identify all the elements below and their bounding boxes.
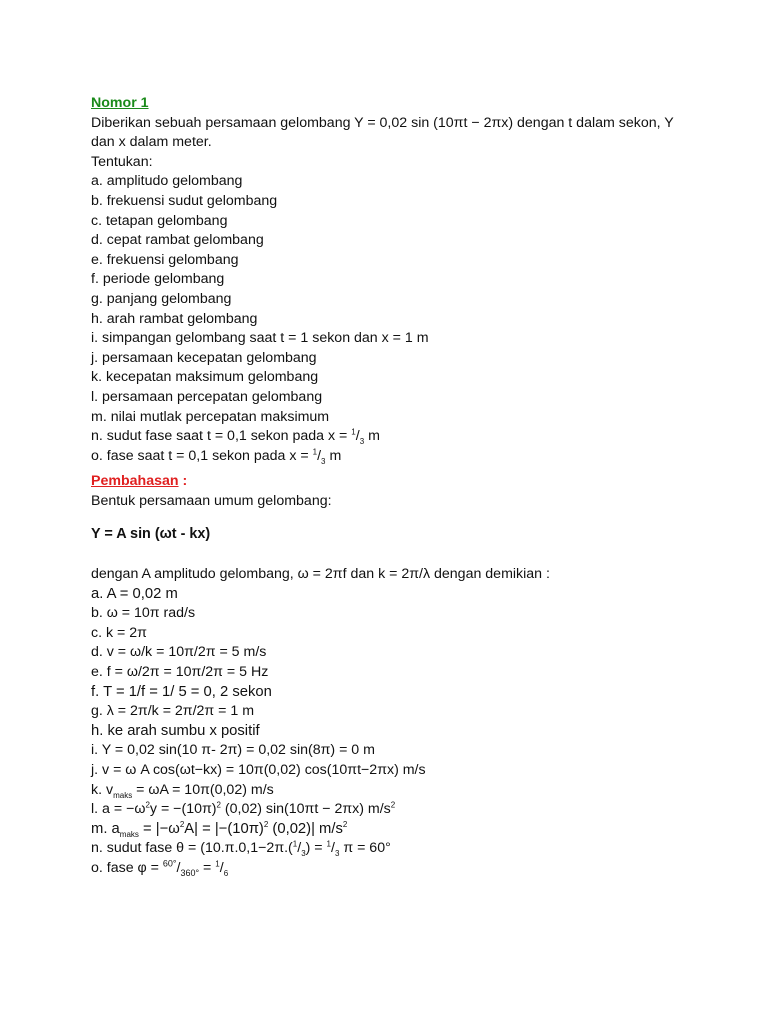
answer-l [91, 800, 691, 820]
problem-intro-line-1: Diberikan sebuah persamaan gelombang Y = 0,02 sin (10πt − 2πx) dengan t dalam sekon, Y [91, 114, 674, 131]
general-form-intro: Bentuk persamaan umum gelombang: [91, 492, 332, 509]
fraction-denominator: 6 [223, 868, 229, 878]
answer-l-part: l. a = −ω [91, 801, 146, 818]
answer-e: e. f = ω/2π = 10π/2π = 5 Hz [91, 664, 269, 681]
answer-d: d. v = ω/k = 10π/2π = 5 m/s [91, 644, 267, 661]
answer-n-part: ) = [305, 840, 327, 857]
answer-i: i. Y = 0,02 sin(10 π- 2π) = 0,02 sin(8π) = 0 m [91, 742, 375, 759]
question-item-d: d. cepat rambat gelombang [91, 232, 264, 249]
fraction-numerator: 1 [312, 446, 318, 456]
exponent: 2 [179, 819, 185, 829]
question-item-l: l. persamaan percepatan gelombang [91, 388, 323, 405]
solution-heading [91, 472, 691, 492]
question-item-n-text: n. sudut fase saat t = 0,1 sekon pada x = [91, 428, 352, 445]
answer-m-part: A| = |−(10π) [184, 820, 264, 837]
solution-heading-label: Pembahasan [91, 473, 179, 490]
question-item-i: i. simpangan gelombang saat t = 1 sekon dan x = 1 m [91, 330, 429, 347]
answer-o-part: o. fase φ = [91, 859, 163, 876]
subscript-maks: maks [113, 790, 133, 800]
answer-b: b. ω = 10π rad/s [91, 605, 196, 622]
question-item-g: g. panjang gelombang [91, 290, 232, 307]
answer-j: j. v = ω A cos(ωt−kx) = 10π(0,02) cos(10πt−2πx) m/s [91, 762, 426, 778]
answer-f: f. T = 1/f = 1/ 5 = 0, 2 sekon [91, 683, 272, 700]
fraction-slash: / [219, 859, 224, 876]
fraction-denominator: 360° [180, 867, 200, 878]
fraction-numerator: 60° [162, 858, 177, 869]
fraction-slash: / [331, 840, 335, 857]
general-wave-formula: Y = A sin (ωt - kx) [91, 526, 211, 543]
problem-heading: Nomor 1 [91, 95, 149, 111]
answer-m-part: (0,02)| m/s [268, 820, 343, 837]
question-item-k: k. kecepatan maksimum gelombang [91, 369, 319, 386]
answer-m-part: = |−ω [138, 820, 180, 837]
answer-h: h. ke arah sumbu x positif [91, 722, 260, 739]
problem-prompt: Tentukan: [91, 153, 153, 170]
fraction-slash: / [297, 840, 302, 857]
problem-intro-line-2: dan x dalam meter. [91, 134, 212, 151]
solution-explanation: dengan A amplitudo gelombang, ω = 2πf dan k = 2π/λ dengan demikian : [91, 566, 550, 583]
answer-n-part: π = 60° [339, 840, 391, 857]
subscript-maks: maks [119, 829, 139, 839]
question-item-c: c. tetapan gelombang [91, 212, 228, 229]
unit-label: m [325, 447, 342, 464]
exponent: 2 [145, 800, 150, 810]
answer-m-part: m. a [91, 820, 120, 837]
solution-heading-colon: : [178, 473, 188, 490]
fraction-denominator: 3 [334, 849, 340, 859]
question-item-e: e. frekuensi gelombang [91, 251, 239, 268]
fraction-denominator: 3 [301, 849, 306, 859]
question-item-f: f. periode gelombang [91, 271, 225, 288]
answer-c: c. k = 2π [91, 624, 147, 641]
question-item-n: n. sudut fase saat t = 0,1 sekon pada $x = ^1/_3$ m [91, 427, 380, 446]
exponent: 2 [390, 800, 396, 810]
exponent: 2 [216, 800, 221, 810]
question-item-o: o. fase saat t = 0,1 sekon pada $x = ^1/_3$ m [91, 446, 342, 466]
unit-label: m [364, 428, 380, 445]
fraction-numerator: 1 [292, 839, 298, 849]
fraction-denominator: 3 [359, 436, 365, 446]
answer-a: a. A = 0,02 m [91, 585, 178, 602]
question-item-o-text: o. fase saat t = 0,1 sekon pada x = [91, 447, 313, 464]
fraction-numerator: 1 [326, 839, 331, 849]
answer-n-part: n. sudut fase θ = (10.π.0,1−2π.( [91, 840, 293, 857]
document-content [91, 94, 691, 879]
answer-g: g. λ = 2π/k = 2π/2π = 1 m [91, 703, 255, 720]
fraction-numerator: 1 [351, 427, 356, 437]
exponent: 2 [342, 819, 348, 829]
answer-k-text: k. v [91, 781, 114, 798]
question-item-a: a. amplitudo gelombang [91, 173, 243, 190]
answer-o-part: = [199, 859, 216, 876]
answer-l-part: y = −(10π) [149, 801, 217, 818]
exponent: 2 [263, 819, 269, 829]
answer-l-part: (0,02) sin(10πt − 2πx) m/s [220, 801, 391, 818]
answer-k [91, 781, 691, 801]
answer-k-rest: = ωA = 10π(0,02) m/s [132, 781, 274, 798]
fraction-denominator: 3 [321, 456, 326, 466]
fraction-slash: / [176, 859, 181, 876]
question-item-j: j. persamaan kecepatan gelombang [91, 349, 317, 366]
fraction-numerator: 1 [215, 859, 220, 869]
answer-m [91, 820, 691, 840]
question-item-m: m. nilai mutlak percepatan maksimum [91, 408, 330, 425]
question-item-b: b. frekuensi sudut gelombang [91, 192, 278, 209]
answer-o [91, 859, 691, 879]
question-item-h: h. arah rambat gelombang [91, 310, 258, 327]
answer-n [91, 839, 691, 859]
